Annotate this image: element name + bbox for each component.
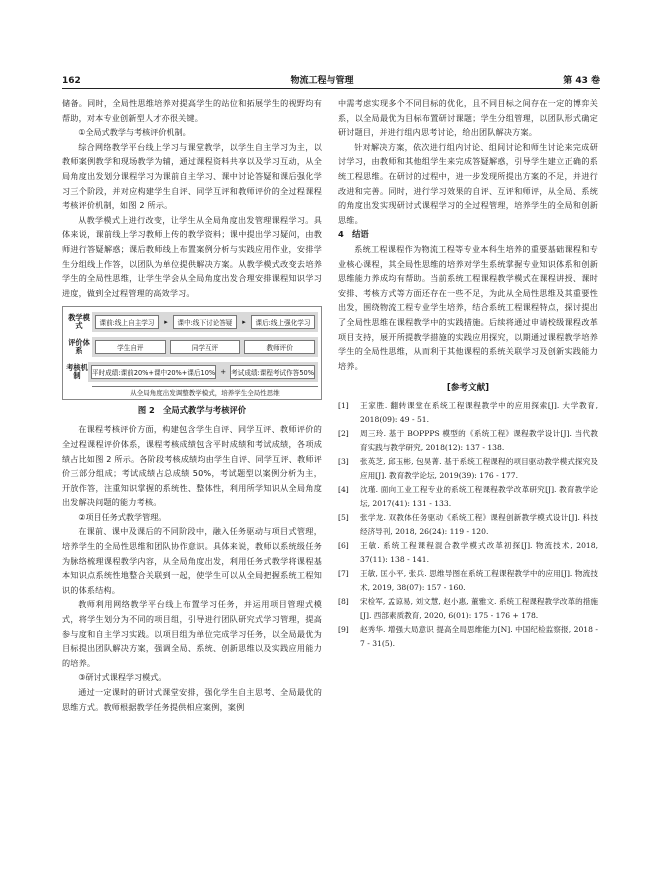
numbered-item: ①全局式教学与考核评价机制。: [78, 127, 191, 138]
right-column: [338, 96, 598, 651]
row-label: 评价体系: [68, 337, 90, 356]
section-heading: 4 结语: [338, 229, 369, 240]
row-label: 考核机制: [66, 362, 88, 381]
paragraph: 中需考虑实现多个不同目标的优化，且不同目标之间存在一定的博弈关系，以全局最优为目标布置研讨课题；学生分组管理，以团队形式确定研讨题目，并进行组内思考讨论，给出团队解决方案。: [338, 98, 598, 138]
paragraph: 综合网络教学平台线上学习与课堂教学，以学生自主学习为主，以教师案例教学和现场教学为辅，通过课程资料共享以及学习互动，从全局角度出发划分课程学习为课前自主学习、课中讨论答疑和课后强化学习三个阶段，并对应构建学生自评、同学互评和教师评价的全过程课程考核评价机制，如图 2 所示。: [62, 141, 322, 211]
page-number: 162: [62, 76, 81, 86]
figure-brace-note: 从全局角度出发调整教学模式，培养学生全局性思维: [92, 386, 318, 397]
assessment-box: 平时成绩:课前20%+课中20%+课后10%: [91, 365, 216, 379]
numbered-item: ③研讨式课程学习模式。: [78, 672, 167, 683]
row-band: [92, 337, 318, 357]
running-header: [62, 70, 600, 86]
assessment-box: 考试成绩:课程考试作答50%: [230, 365, 315, 379]
evaluation-box: 学生自评: [95, 340, 166, 354]
paragraph: 通过一定课时的研讨式课堂安排，强化学生自主思考、全局最优的思维方式。教师根据教学任务提供相应案例，案例: [62, 687, 322, 712]
paragraph: 教师利用网络教学平台线上布置学习任务，并运用项目管理式模式，将学生划分为不同的项目组，引导进行团队研究式学习管理，提高参与度和自主学习实践。以项目组为单位完成学习任务，以全局最优为目标提出团队解决方案，强调全局、系统、创新思维以及实践应用能力的培养。: [62, 599, 322, 668]
plus-icon: +: [220, 368, 227, 377]
reference-item: [6] 王敏. 系统工程课程混合教学模式改革初探[J]. 物流技术, 2018, 37(11): 138 - 141.: [338, 541, 598, 565]
row-band: [88, 362, 318, 382]
figure-2-diagram: [62, 306, 322, 400]
figure-caption: 图 2 全局式教学与考核评价: [137, 405, 247, 416]
reference-item: [7] 王敏, 匡小平, 张兵. 思维导图在系统工程课程教学中的应用[J]. 物流技术, 2019, 38(07): 157 - 160.: [338, 569, 598, 593]
paragraph: 在课前、课中及课后的不同阶段中，融入任务驱动与项目式管理，培养学生的全局性思维和团队协作意识。具体来说，教师以系统级任务为脉络梳理课程教学内容，从全局角度出发，利用任务式教学将课程基本知识点系统性地整合关联到一起，使学生可以从全局把握系统工程知识的体系结构。: [62, 526, 322, 595]
reference-item: [2] 周三玲. 基于 BOPPPS 模型的《系统工程》课程教学设计[J]. 当代教育实践与教学研究, 2018(12): 137 - 138.: [338, 429, 598, 453]
paragraph: 从教学模式上进行改变，让学生从全局角度出发管理课程学习。具体来说，课前线上学习教师上传的教学资料；课中提出学习疑问，由教师进行答疑解惑；课后教师线上布置案例分析与实践应用作业，安排学生分组线上作答，以团队为单位提供解决方案。从教学模式改变去培养学生的全局性思维，让学生学会从全局角度出发合理安排课程知识学习进度，做到全过程管理的高效学习。: [62, 214, 322, 298]
paragraph: 系统工程课程作为物流工程等专业本科生培养的重要基础课程和专业核心课程，其全局性思维的培养对学生系统掌握专业知识体系和创新思维能力养成均有帮助。当前系统工程课程教学模式在课程讲授、课时安排、考核方式等方面还存在一些不足，为此从全局性思维及其重要性出发，围绕物流工程专业学生培养，结合系统工程课程特点，探讨提出了全局性思维在课程教学中的实践措施。后续将通过申请校级课程改革项目支持，展开所提教学措施的实践应用探究，以期通过课程教学培养学生的全局性思维，从而利于其他课程的系统关联学习及创新实践能力培养。: [338, 243, 598, 371]
reference-item: [4] 沈瑾. 面向工业工程专业的系统工程课程教学改革研究[J]. 教育教学论坛, 2017(41): 131 - 133.: [338, 485, 598, 509]
reference-list: [338, 399, 598, 651]
arrow-right-icon: ▸: [164, 318, 168, 327]
left-column: [62, 96, 322, 714]
paragraph: 在课程考核评价方面，构建包含学生自评、同学互评、教师评价的全过程课程评价体系，课程考核成绩包含平时成绩和考试成绩，各项成绩占比如图 2 所示。各阶段考核成绩均由学生自评、同学互评、教师评价三部分组成；考试成绩占总成绩 50%，考试题型以案例分析为主，开放作答，注重知识掌握的系统性、整体性，利用所学知识从全局角度出发解决问题的能力考核。: [62, 424, 322, 508]
reference-item: [9] 赵秀华. 增强大局意识 提高全局思维能力[N]. 中国纪检监察报, 2018 - 7 - 31(5).: [338, 625, 598, 649]
header-rule: [62, 88, 600, 89]
figure-row-evaluation: [66, 336, 318, 358]
volume-label: 第 43 卷: [563, 76, 600, 86]
row-label: 教学模式: [68, 312, 90, 331]
paragraph: 针对解决方案，依次进行组内讨论、组间讨论和师生讨论来完成研讨学习，由教师和其他组学生来完成答疑解惑，引导学生建立正确的系统工程思维。在研讨的过程中，进一步发现所提出方案的不足，并进行改进和完善。同时，进行学习效果的自评、互评和师评，从全局、系统的角度出发实现研讨式课程学习的全过程管理，培养学生的全局和创新思维。: [338, 141, 598, 225]
journal-title: 物流工程与管理: [290, 76, 354, 86]
arrow-right-icon: ▸: [242, 318, 246, 327]
reference-item: [3] 张英芝, 邱玉彬, 包昊菁. 基于系统工程课程的项目驱动教学模式探究及应用[J]. 教育教学论坛, 2019(39): 176 - 177.: [338, 457, 598, 481]
paragraph: 储备。同时，全局性思维培养对提高学生的站位和拓展学生的视野均有帮助，对本专业创新型人才亦很关键。: [62, 98, 322, 123]
reference-item: [8] 宋检军, 孟谅易, 刘文慧, 赵小惠, 董雅文. 系统工程课程教学改革的措施[J]. 西部素质教育, 2020, 6(01): 175 - 176 + 178.: [338, 597, 598, 621]
stage-box: 课中:线下讨论答疑: [173, 315, 237, 329]
stage-box: 课前:线上自主学习: [95, 315, 159, 329]
row-band: [92, 312, 318, 332]
numbered-item: ②项目任务式教学管理。: [78, 511, 167, 522]
evaluation-box: 教师评价: [244, 340, 315, 354]
evaluation-box: 同学互评: [170, 340, 241, 354]
reference-item: [5] 张学龙. 双教体任务驱动《系统工程》课程创新教学模式设计[J]. 科技经济导刊, 2018, 26(24): 119 - 120.: [338, 513, 598, 537]
stage-box: 课后:线上强化学习: [251, 315, 315, 329]
figure-row-teaching-mode: [66, 311, 318, 333]
figure-row-assessment: [66, 361, 318, 383]
reference-item: [1] 王家胜. 翻转课堂在系统工程课程教学中的应用探索[J]. 大学教育, 2018(09): 49 - 51.: [338, 401, 598, 425]
references-title: [参考文献]: [446, 383, 490, 394]
